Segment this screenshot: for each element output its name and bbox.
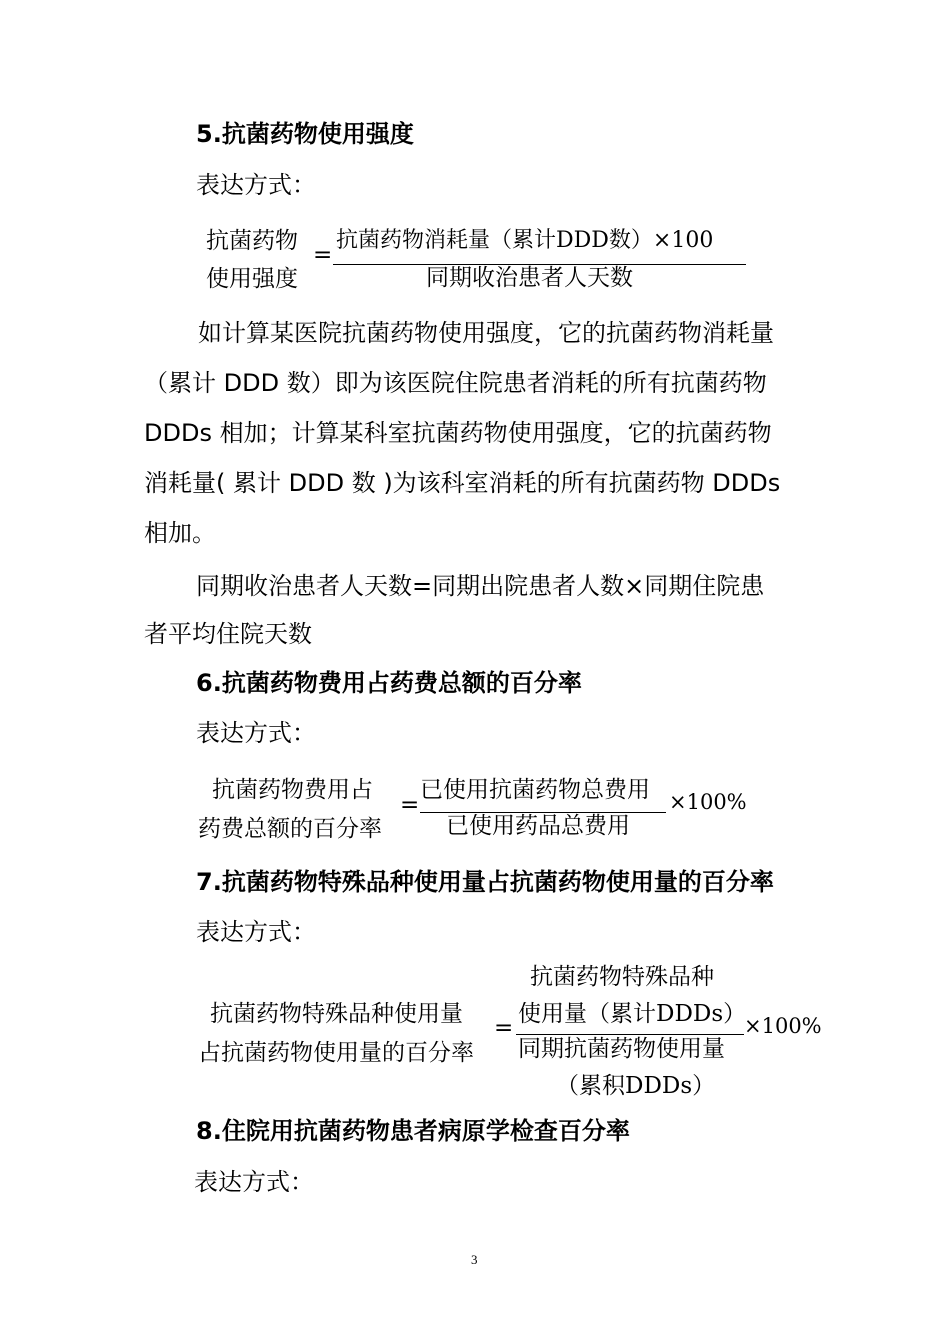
formula-6-denominator: 已使用药品总费用	[446, 813, 630, 839]
formula-5-lhs-line2: 使用强度	[206, 266, 298, 292]
section-5-para1-line5: 相加。	[144, 519, 216, 547]
formula-7-equals: =	[494, 1015, 514, 1041]
section-5-para1-line4: 消耗量( 累计 DDD 数 )为该科室消耗的所有抗菌药物 DDDs	[144, 469, 781, 497]
section-5-para1-line1: 如计算某医院抗菌药物使用强度，它的抗菌药物消耗量	[198, 319, 774, 347]
formula-5-equals: =	[313, 242, 333, 268]
formula-7-denominator-line1: 同期抗菌药物使用量	[518, 1036, 725, 1062]
formula-6-lhs-line1: 抗菌药物费用占	[212, 777, 373, 803]
formula-7-multiplier: ×100%	[744, 1014, 822, 1038]
formula-5-lhs-line1: 抗菌药物	[206, 228, 298, 254]
formula-7-lhs-line2: 占抗菌药物使用量的百分率	[198, 1040, 474, 1066]
section-5-para2-line1: 同期收治患者人天数=同期出院患者人数×同期住院患	[196, 572, 765, 600]
section-6-expr-label: 表达方式：	[196, 719, 316, 747]
section-5-heading: 5.抗菌药物使用强度	[196, 120, 414, 148]
section-8-heading: 8.住院用抗菌药物患者病原学检查百分率	[196, 1117, 630, 1145]
formula-5-numerator: 抗菌药物消耗量（累计DDD数）×100	[336, 228, 714, 253]
page-number: 3	[471, 1252, 478, 1267]
section-7-expr-label: 表达方式：	[196, 918, 316, 946]
formula-7-denominator-line2: （累积DDDs）	[556, 1073, 716, 1099]
formula-6-lhs-line2: 药费总额的百分率	[198, 816, 382, 842]
section-8-expr-label: 表达方式：	[194, 1168, 314, 1196]
formula-7-numerator-line2: 使用量（累计DDDs）	[518, 1001, 747, 1027]
section-5-para1-line2: （累计 DDD 数）即为该医院住院患者消耗的所有抗菌药物	[144, 369, 767, 397]
formula-6-multiplier: ×100%	[669, 790, 747, 814]
formula-6-numerator: 已使用抗菌药物总费用	[420, 777, 650, 803]
section-6-heading: 6.抗菌药物费用占药费总额的百分率	[196, 669, 582, 697]
section-5-expr-label: 表达方式：	[196, 171, 316, 199]
formula-6-equals: =	[400, 792, 420, 818]
section-5-para1-line3: DDDs 相加；计算某科室抗菌药物使用强度，它的抗菌药物	[144, 419, 772, 447]
formula-7-numerator-line1: 抗菌药物特殊品种	[530, 964, 714, 990]
formula-5-denominator: 同期收治患者人天数	[426, 265, 633, 291]
section-7-heading: 7.抗菌药物特殊品种使用量占抗菌药物使用量的百分率	[196, 868, 774, 896]
formula-7-lhs-line1: 抗菌药物特殊品种使用量	[210, 1001, 463, 1027]
section-5-para2-line2: 者平均住院天数	[144, 620, 312, 648]
